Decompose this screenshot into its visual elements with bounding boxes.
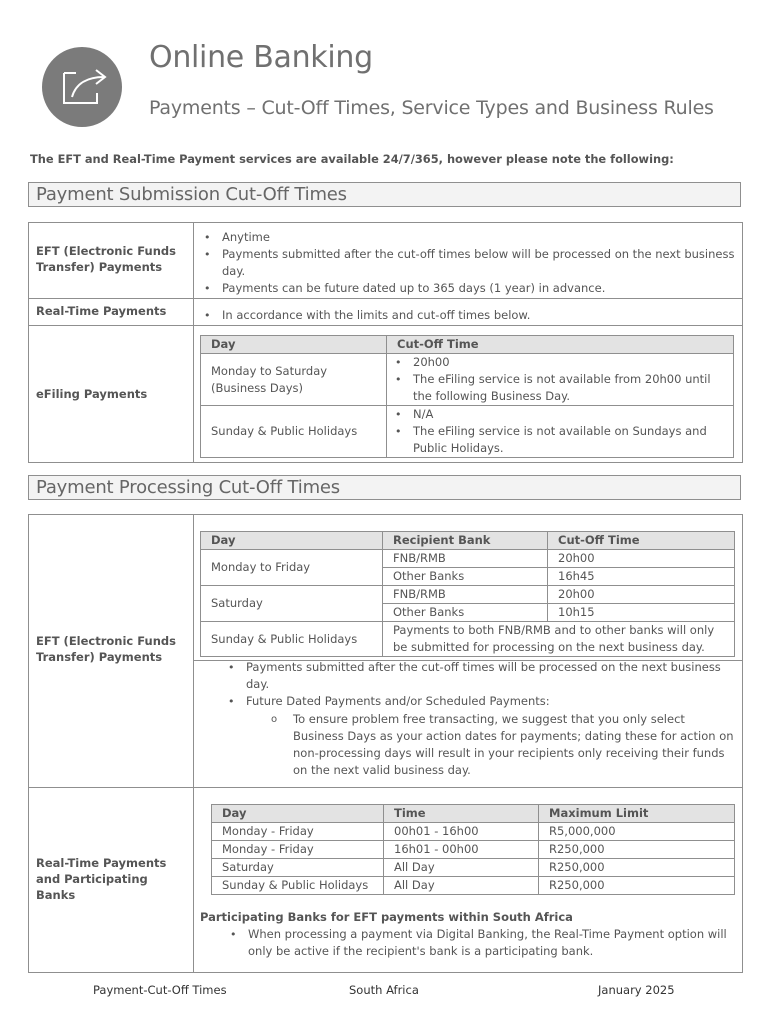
table-row [201, 550, 735, 568]
share-arrow-icon [42, 47, 122, 127]
submission-efiling-label: eFiling Payments [36, 387, 148, 401]
table-cell: R250,000 [539, 841, 735, 859]
column-header: Day [212, 805, 384, 823]
column-header: Maximum Limit [539, 805, 735, 823]
table-cell: 20h00 [548, 586, 735, 604]
submission-realtime-label: Real-Time Payments [36, 304, 167, 318]
table-row [201, 406, 734, 458]
table-cell: R5,000,000 [539, 823, 735, 841]
table-cell: Sunday & Public Holidays [201, 406, 387, 458]
table-cell: 16h45 [548, 568, 735, 586]
table-row [212, 823, 735, 841]
footer-center: South Africa [349, 983, 419, 997]
submission-realtime-bullets [200, 307, 735, 324]
list-item: • N/A [391, 406, 729, 423]
table-row [201, 586, 735, 604]
table-cell: FNB/RMB [383, 586, 548, 604]
list-item: • Anytime [200, 229, 735, 246]
submission-eft-bullets [200, 229, 735, 297]
participating-banks-bullets [226, 926, 736, 960]
column-header: Recipient Bank [383, 532, 548, 550]
table-cell: R250,000 [539, 859, 735, 877]
cell-bullets [391, 354, 729, 405]
table-cell: Sunday & Public Holidays [212, 877, 384, 895]
table-cell: 10h15 [548, 604, 735, 622]
list-item: • The eFiling service is not available from 20h00 until the following Business Day. [391, 371, 729, 405]
footer-right: January 2025 [598, 983, 675, 997]
table-cell: 20h00 [548, 550, 735, 568]
table-row [212, 859, 735, 877]
cell-bullets [391, 406, 729, 457]
page-title: Online Banking [149, 40, 373, 75]
table-cell: All Day [384, 859, 539, 877]
table-cell: Monday to Friday [201, 550, 383, 586]
divider [193, 222, 194, 463]
list-item: • When processing a payment via Digital Banking, the Real-Time Payment option will only be active if the recipient's bank is a participating bank. [226, 926, 736, 960]
list-item: • The eFiling service is not available on Sundays and Public Holidays. [391, 423, 729, 457]
table-cell: Other Banks [383, 604, 548, 622]
table-cell: Sunday & Public Holidays [201, 622, 383, 657]
table-row [212, 841, 735, 859]
column-header: Cut-Off Time [387, 336, 734, 354]
processing-eft-sub-bullets [271, 711, 737, 779]
list-item: • Future Dated Payments and/or Scheduled Payments: [224, 693, 736, 710]
table-cell [387, 406, 734, 458]
processing-eft-label: EFT (Electronic Funds Transfer) Payments [36, 634, 176, 664]
table-row [201, 354, 734, 406]
table-row [201, 622, 735, 657]
processing-section-heading: Payment Processing Cut-Off Times [28, 475, 741, 500]
table-cell: FNB/RMB [383, 550, 548, 568]
list-item: • In accordance with the limits and cut-off times below. [200, 307, 735, 324]
footer-left: Payment-Cut-Off Times [93, 983, 227, 997]
table-cell: 16h01 - 00h00 [384, 841, 539, 859]
page-subtitle: Payments – Cut-Off Times, Service Types and Business Rules [149, 97, 714, 119]
table-cell: Payments to both FNB/RMB and to other banks will only be submitted for processing on the next business day. [383, 622, 735, 657]
submission-section-heading: Payment Submission Cut-Off Times [28, 182, 741, 207]
column-header: Time [384, 805, 539, 823]
logo [42, 47, 122, 127]
table-cell: 00h01 - 16h00 [384, 823, 539, 841]
table-cell: Monday - Friday [212, 841, 384, 859]
table-cell: Monday - Friday [212, 823, 384, 841]
table-cell: Other Banks [383, 568, 548, 586]
processing-eft-bullets [224, 659, 736, 710]
table-cell: Saturday [212, 859, 384, 877]
table-cell: Monday to Saturday (Business Days) [201, 354, 387, 406]
table-cell: Saturday [201, 586, 383, 622]
eft-cutoff-table [200, 531, 735, 657]
divider [28, 787, 743, 788]
divider [193, 514, 194, 973]
list-item: • Payments submitted after the cut-off times will be processed on the next business day. [224, 659, 736, 693]
list-item: • Payments can be future dated up to 365 days (1 year) in advance. [200, 280, 735, 297]
list-item: • 20h00 [391, 354, 729, 371]
column-header: Cut-Off Time [548, 532, 735, 550]
table-cell: R250,000 [539, 877, 735, 895]
divider [28, 298, 743, 299]
column-header: Day [201, 532, 383, 550]
column-header: Day [201, 336, 387, 354]
table-cell [387, 354, 734, 406]
table-row [212, 877, 735, 895]
submission-eft-label: EFT (Electronic Funds Transfer) Payments [36, 244, 176, 274]
efiling-table [200, 335, 734, 458]
intro-text: The EFT and Real-Time Payment services are available 24/7/365, however please note the following: [30, 152, 674, 166]
realtime-limits-table [211, 804, 735, 895]
processing-realtime-label: Real-Time Payments and Participating Banks [36, 856, 167, 902]
divider [28, 325, 743, 326]
participating-banks-heading: Participating Banks for EFT payments within South Africa [200, 910, 573, 924]
list-item: • Payments submitted after the cut-off times below will be processed on the next business day. [200, 246, 735, 280]
list-item: o To ensure problem free transacting, we suggest that you only select Business Days as your action dates for payments; dating these for action on non-processing days will result in your recipients only receiving their funds on the next valid business day. [271, 711, 737, 779]
table-cell: All Day [384, 877, 539, 895]
